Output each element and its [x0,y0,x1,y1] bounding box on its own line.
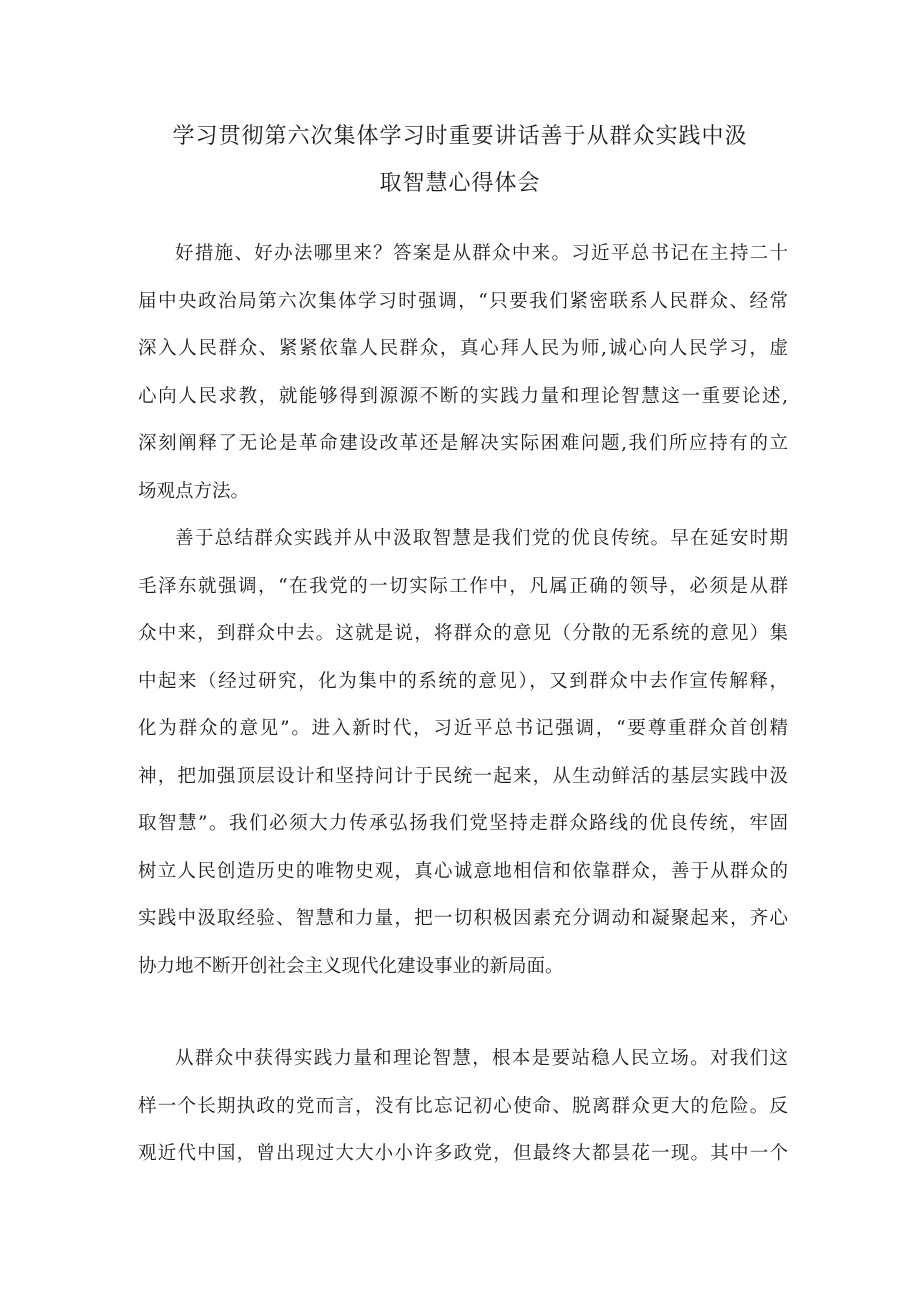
paragraph-line: 取智慧”。我们必须大力传承弘扬我们党坚持走群众路线的优良传统，牢固 [138,813,788,834]
paragraph-line: 好措施、好办法哪里来？答案是从群众中来。习近平总书记在主持二十 [175,243,788,264]
paragraph-line: 实践中汲取经验、智慧和力量，把一切积极因素充分调动和凝聚起来，齐心 [138,908,788,929]
paragraph-line: 众中来，到群众中去。这就是说，将群众的意见（分散的无系统的意见）集 [138,623,788,644]
document-title-line-1: 学习贯彻第六次集体学习时重要讲话善于从群众实践中汲 [172,124,748,149]
paragraph-1 [138,230,788,515]
paragraph-line: 观近代中国，曾出现过大大小小许多政党，但最终大都昙花一现。其中一个 [138,1143,788,1164]
paragraph-line: 化为群众的意见”。进入新时代，习近平总书记强调，“要尊重群众首创精 [138,718,788,739]
paragraph-line: 神，把加强顶层设计和坚持问计于民统一起来，从生动鲜活的基层实践中汲 [138,765,788,787]
paragraph-line: 深入人民群众、紧紧依靠人民群众，真心拜人民为师,诚心向人民学习，虚 [138,338,788,359]
paragraph-line: 从群众中获得实践力量和理论智慧，根本是要站稳人民立场。对我们这 [175,1048,788,1069]
paragraph-line: 样一个长期执政的党而言，没有比忘记初心使命、脱离群众更大的危险。反 [138,1095,788,1117]
paragraph-2 [138,515,788,990]
paragraph-line: 届中央政治局第六次集体学习时强调，“只要我们紧密联系人民群众、经常 [138,290,788,312]
paragraph-line: 心向人民求教，就能够得到源源不断的实践力量和理论智慧这一重要论述, [138,385,788,407]
paragraph-3 [138,1035,788,1178]
paragraph-line: 深刻阐释了无论是革命建设改革还是解决实际困难问题,我们所应持有的立 [138,433,788,454]
paragraph-line: 树立人民创造历史的唯物史观，真心诚意地相信和依靠群众，善于从群众的 [138,860,788,882]
paragraph-line: 协力地不断开创社会主义现代化建设事业的新局面。 [138,955,564,977]
paragraph-line: 毛泽东就强调，“在我党的一切实际工作中，凡属正确的领导，必须是从群 [138,575,788,597]
paragraph-line: 中起来（经过研究，化为集中的系统的意见），又到群众中去作宣传解释， [138,670,788,692]
document-title-line-2: 取智慧心得体会 [379,171,541,196]
paragraph-line: 场观点方法。 [138,480,250,502]
paragraph-line: 善于总结群众实践并从中汲取智慧是我们党的优良传统。早在延安时期 [175,528,788,549]
